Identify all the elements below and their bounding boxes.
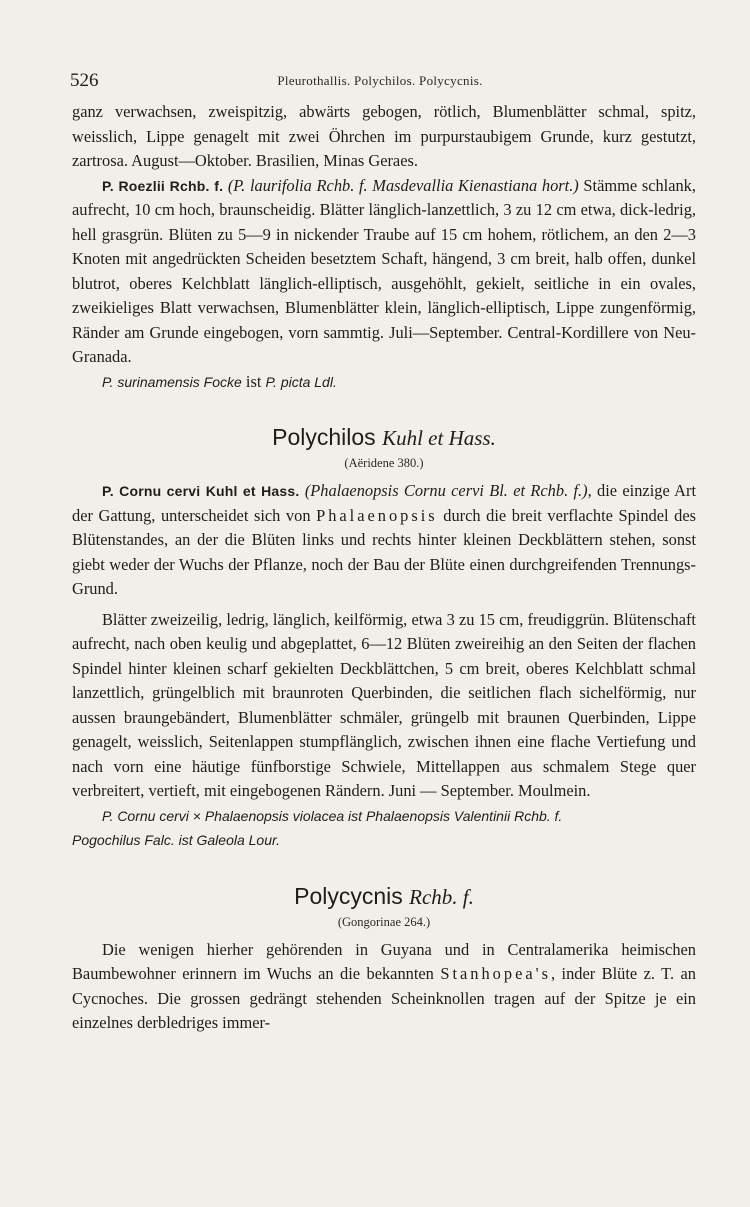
- paragraph-text: durch die breit verflachte Spindel des Blütenstandes, an der die Blüten links und rechts hinter kleinen Deckblättern stehen, sonst giebt weder der Wuchs der Pflanze, noch der Bau der Blüte einen durchgreifenden Trennungs-Grund.: [72, 505, 696, 598]
- genus-subtitle: (Aëridene 380.): [344, 456, 424, 470]
- species-synonyms: (Phalaenopsis Cornu cervi Bl. et Rchb. f.): [304, 481, 588, 500]
- page-body: [72, 100, 696, 1036]
- synonym-name: P. surinamensis Focke: [102, 373, 242, 390]
- hybrid-note: P. Cornu cervi × Phalaenopsis violacea ist Phalaenopsis Valentinii Rchb. f.: [102, 807, 563, 824]
- continuation-paragraph: ganz verwachsen, zweispitzig, abwärts gebogen, rötlich, Blumenblätter schmal, spitz, weisslich, Lippe genagelt mit zwei Öhrchen im purpurstaubigem Grunde, kurz gestutzt, zartrosa. August—Oktober. Brasilien, Minas Geraes.: [72, 102, 696, 170]
- genus-title: Polycycnis: [294, 882, 403, 909]
- species-name: P. Cornu cervi Kuhl et Hass.: [102, 483, 300, 499]
- genus-author: Rchb. f.: [409, 884, 474, 909]
- spaced-genus-name: Phalaenopsis: [316, 505, 438, 525]
- genus-title: Polychilos: [272, 424, 376, 450]
- running-head: Pleurothallis. Polychilos. Polycycnis.: [277, 73, 483, 88]
- synonym-target: P. picta Ldl.: [265, 373, 337, 390]
- species-entry-cornu-cervi: [72, 479, 696, 602]
- genus-author: Kuhl et Hass.: [382, 426, 496, 450]
- species-name: P. Roezlii Rchb. f.: [102, 177, 224, 194]
- species-entry-roezlii: [72, 174, 696, 370]
- species-description: Stämme schlank, aufrecht, 10 cm hoch, braunscheidig. Blätter länglich-lanzettlich, 3 zu 12 cm etwa, dick-ledrig, hell grasgrün. Blüten zu 5—9 in nickender Traube auf 15 cm hohem, rötlichem, an den 2—3 Knoten mit angedrückten Scheiden besetztem Schaft, hängend, 3 cm breit, halb offen, dunkel blutrot, oberes Kelchblatt länglich-elliptisch, ausgehöhlt, gekielt, seitliche in ein ovales, zweikieliges Blatt verwachsen, Blumenblätter klein, länglich-elliptisch, Lippe zungenförmig, Ränder am Grunde eingebogen, vorn sammtig. Juli—September. Central-Kordillere von Neu-Granada.: [72, 175, 696, 366]
- genus-heading-polychilos: [72, 422, 696, 453]
- genus-description-paragraph: [72, 938, 696, 1036]
- synonym-note-pogochilus: Pogochilus Falc. ist Galeola Lour.: [72, 832, 281, 848]
- page-header: [70, 70, 690, 94]
- genus-subtitle: (Gongorinae 264.): [337, 914, 431, 929]
- description-paragraph: Blätter zweizeilig, ledrig, länglich, keilförmig, etwa 3 zu 15 cm, freudiggrün. Blütenschaft aufrecht, nach oben keulig und abgeplattet, 6—12 Blüten zweireihig an den Seiten der flachen Spindel hinter kleinen scharf gekielten Deckblättchen, 5 cm breit, oberes Kelchblatt schmal lanzettlich, grüngelblich mit braunroten Querbinden, die seitlichen flach sichelförmig, nur aussen braungebändert, Blumenblätter schmäler, grüngelb mit braunen Querbinden, Lippe genagelt, weisslich, Seitenlappen stumpflänglich, zwischen ihnen eine flache Vertiefung und nach vorn eine häutige fünfborstige Schwiele, Mittellappen aus schmalem Stege quer verbreitert, vertieft, mit eingebogenen Rändern. Juni — September. Moulmein.: [72, 609, 696, 800]
- synonym-note-surinamensis: [72, 370, 696, 395]
- paragraph-text: Die wenigen hierher gehörenden in Guyana und in Centralamerika heimischen Baumbewohner erinnern im Wuchs an die bekannten: [72, 939, 696, 983]
- genus-heading-polycycnis: [72, 881, 696, 912]
- spaced-genus-name: Stanhopea's: [440, 964, 551, 983]
- paragraph-text: , inder Blüte z. T. an Cycnoches. Die grossen gedrängt stehenden Scheinknollen tragen auf der Spitze je ein einzelnes derbledriges immer-: [72, 964, 696, 1032]
- synonym-connector: ist: [241, 371, 266, 391]
- species-synonyms: (P. laurifolia Rchb. f. Masdevallia Kienastiana hort.): [227, 175, 579, 195]
- page-number: 526: [70, 70, 99, 91]
- paragraph-text: , die einzige Art der Gattung, unterscheidet sich von: [72, 481, 697, 525]
